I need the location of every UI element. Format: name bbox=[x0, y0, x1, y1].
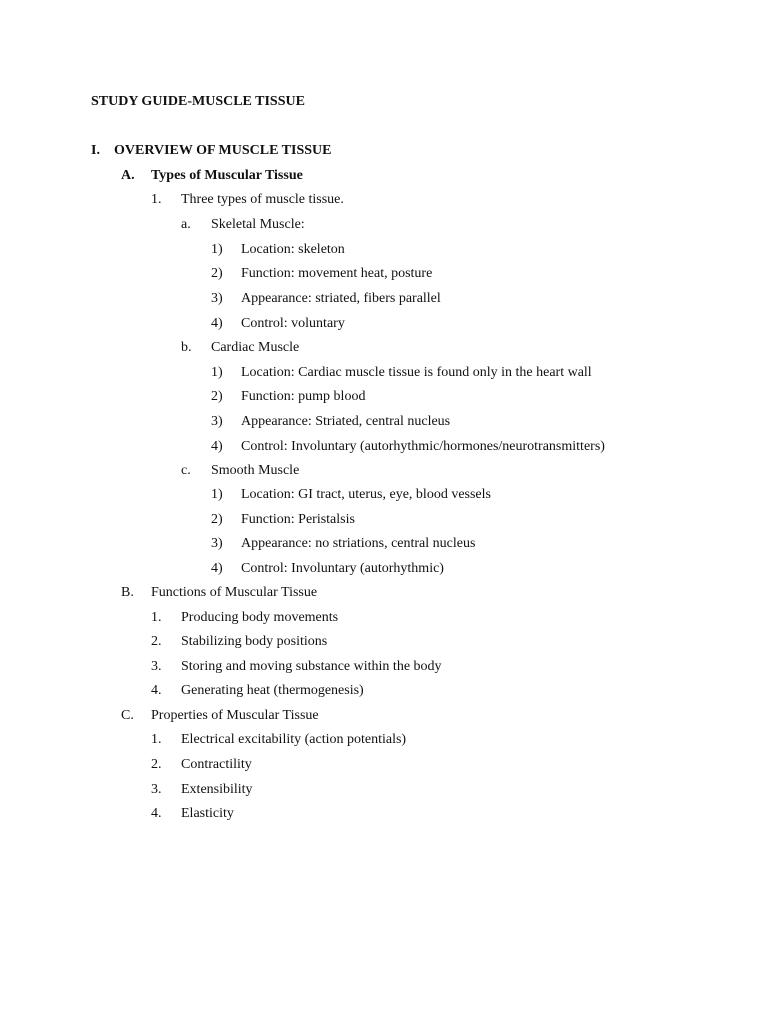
subitem-marker: c. bbox=[181, 463, 191, 478]
detail-text: Location: Cardiac muscle tissue is found only in the heart wall bbox=[241, 365, 592, 380]
detail-marker: 4) bbox=[211, 561, 223, 576]
subsection-title: Properties of Muscular Tissue bbox=[151, 708, 319, 723]
detail-text: Control: Involuntary (autorhythmic/hormones/neurotransmitters) bbox=[241, 439, 605, 454]
detail-marker: 1) bbox=[211, 487, 223, 502]
detail-marker: 3) bbox=[211, 414, 223, 429]
detail-text: Location: skeleton bbox=[241, 242, 345, 257]
detail-marker: 3) bbox=[211, 291, 223, 306]
item-text: Producing body movements bbox=[181, 610, 339, 625]
item-marker: 2. bbox=[151, 757, 162, 772]
item-marker: 4. bbox=[151, 806, 162, 821]
subsection-marker: C. bbox=[121, 708, 134, 723]
page-title: STUDY GUIDE-MUSCLE TISSUE bbox=[91, 94, 305, 109]
detail-marker: 4) bbox=[211, 316, 223, 331]
subitem-text: Skeletal Muscle: bbox=[211, 217, 305, 232]
subitem-marker: a. bbox=[181, 217, 191, 232]
detail-text: Function: pump blood bbox=[241, 389, 366, 404]
item-text: Stabilizing body positions bbox=[181, 634, 328, 649]
detail-marker: 4) bbox=[211, 439, 223, 454]
item-text: Three types of muscle tissue. bbox=[181, 192, 344, 207]
item-text: Electrical excitability (action potentials) bbox=[181, 732, 407, 747]
detail-text: Control: voluntary bbox=[241, 316, 345, 331]
detail-marker: 2) bbox=[211, 389, 223, 404]
detail-text: Appearance: striated, fibers parallel bbox=[241, 291, 441, 306]
detail-marker: 1) bbox=[211, 365, 223, 380]
detail-marker: 2) bbox=[211, 266, 223, 281]
detail-text: Control: Involuntary (autorhythmic) bbox=[241, 561, 444, 576]
subitem-text: Cardiac Muscle bbox=[211, 340, 300, 355]
detail-marker: 1) bbox=[211, 242, 223, 257]
detail-marker: 2) bbox=[211, 512, 223, 527]
subsection-marker: B. bbox=[121, 585, 134, 600]
subsection-title: Functions of Muscular Tissue bbox=[151, 585, 318, 600]
subitem-marker: b. bbox=[181, 340, 192, 355]
detail-marker: 3) bbox=[211, 536, 223, 551]
subsection-marker: A. bbox=[121, 168, 135, 183]
item-marker: 1. bbox=[151, 732, 162, 747]
item-text: Contractility bbox=[181, 757, 252, 772]
item-marker: 3. bbox=[151, 659, 162, 674]
section-marker: I. bbox=[91, 143, 100, 158]
detail-text: Appearance: no striations, central nucleus bbox=[241, 536, 476, 551]
detail-text: Function: Peristalsis bbox=[241, 512, 355, 527]
item-marker: 3. bbox=[151, 782, 162, 797]
item-text: Elasticity bbox=[181, 806, 234, 821]
detail-text: Function: movement heat, posture bbox=[241, 266, 433, 281]
item-marker: 2. bbox=[151, 634, 162, 649]
item-marker: 4. bbox=[151, 683, 162, 698]
subitem-text: Smooth Muscle bbox=[211, 463, 300, 478]
detail-text: Location: GI tract, uterus, eye, blood vessels bbox=[241, 487, 491, 502]
detail-text: Appearance: Striated, central nucleus bbox=[241, 414, 451, 429]
item-marker: 1. bbox=[151, 610, 162, 625]
section-title: OVERVIEW OF MUSCLE TISSUE bbox=[114, 143, 332, 158]
item-text: Storing and moving substance within the body bbox=[181, 659, 442, 674]
item-text: Generating heat (thermogenesis) bbox=[181, 683, 364, 698]
item-text: Extensibility bbox=[181, 782, 253, 797]
subsection-title: Types of Muscular Tissue bbox=[151, 168, 303, 183]
item-marker: 1. bbox=[151, 192, 162, 207]
